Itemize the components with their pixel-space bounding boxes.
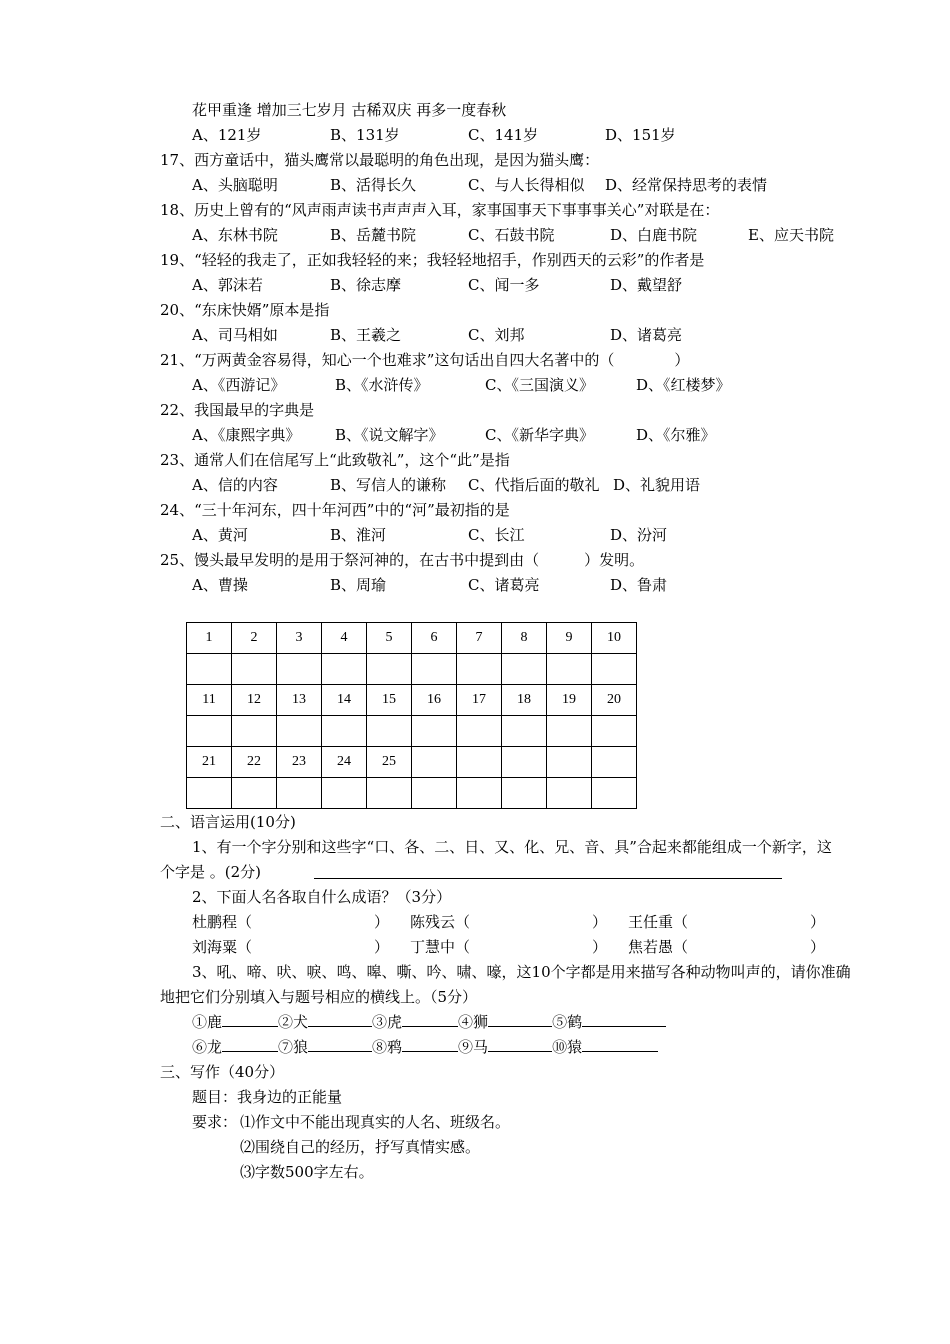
- grid-number: 18: [502, 685, 547, 716]
- question-stem: 25、馒头最早发明的是用于祭河神的，在古书中提到由（ ）发明。: [160, 551, 645, 569]
- q16-option-b: B、131岁: [330, 126, 400, 144]
- answer-cell[interactable]: [367, 716, 412, 747]
- close-paren: ）: [810, 938, 826, 956]
- animal-label: ⑩猿: [552, 1038, 583, 1056]
- grid-number: 8: [502, 623, 547, 654]
- name-item: 刘海粟（: [192, 938, 253, 956]
- grid-number: 23: [277, 747, 322, 778]
- grid-number: 1: [187, 623, 232, 654]
- animal-label: ⑨马: [458, 1038, 489, 1056]
- option: D、礼貌用语: [613, 476, 701, 494]
- answer-grid: [186, 622, 637, 809]
- question-stem: 22、我国最早的字典是: [160, 401, 315, 419]
- grid-number: 16: [412, 685, 457, 716]
- name-item: 杜鹏程（: [192, 913, 253, 931]
- grid-number: 4: [322, 623, 367, 654]
- answer-blank[interactable]: [582, 1037, 658, 1052]
- option: B、活得长久: [330, 176, 417, 194]
- option: A、东林书院: [192, 226, 278, 244]
- option: A、《康熙字典》: [192, 426, 301, 444]
- q16-option-a: A、121岁: [192, 126, 262, 144]
- grid-empty-cell: [412, 778, 457, 809]
- option: B、《说文解字》: [335, 426, 444, 444]
- answer-cell[interactable]: [547, 654, 592, 685]
- option: C、代指后面的敬礼: [468, 476, 600, 494]
- option: A、黄河: [192, 526, 248, 544]
- answer-cell[interactable]: [457, 716, 502, 747]
- grid-empty-cell: [547, 747, 592, 778]
- option: A、信的内容: [192, 476, 278, 494]
- grid-number: 11: [187, 685, 232, 716]
- section2-q2-stem: 2、下面人名各取自什么成语？（3分）: [192, 888, 452, 906]
- option: A、曹操: [192, 576, 248, 594]
- grid-number: 19: [547, 685, 592, 716]
- answer-blank[interactable]: [308, 1037, 372, 1052]
- grid-number: 10: [592, 623, 637, 654]
- option: C、刘邦: [468, 326, 525, 344]
- option: B、《水浒传》: [335, 376, 429, 394]
- grid-number: 15: [367, 685, 412, 716]
- grid-empty-cell: [457, 747, 502, 778]
- close-paren: ）: [592, 913, 608, 931]
- animal-label: ③虎: [372, 1013, 403, 1031]
- grid-number: 7: [457, 623, 502, 654]
- animal-label: ⑧鸦: [372, 1038, 403, 1056]
- option: A、《西游记》: [192, 376, 286, 394]
- grid-number: 22: [232, 747, 277, 778]
- name-item: 王任重（: [628, 913, 689, 931]
- close-paren: ）: [810, 913, 826, 931]
- grid-header-row: [187, 747, 637, 778]
- answer-blank[interactable]: [222, 1012, 278, 1027]
- answer-blank[interactable]: [402, 1037, 458, 1052]
- q16-poem: 花甲重逢 增加三七岁月 古稀双庆 再多一度春秋: [192, 101, 507, 119]
- answer-cell[interactable]: [412, 654, 457, 685]
- option: D、白鹿书院: [610, 226, 698, 244]
- option: C、《三国演义》: [485, 376, 594, 394]
- animal-label: ④狮: [458, 1013, 489, 1031]
- grid-empty-cell: [502, 778, 547, 809]
- answer-cell[interactable]: [547, 716, 592, 747]
- animal-label: ⑥龙: [192, 1038, 223, 1056]
- grid-number: 3: [277, 623, 322, 654]
- answer-cell[interactable]: [592, 654, 637, 685]
- essay-title: 题目：我身边的正能量: [192, 1088, 343, 1106]
- grid-header-row: [187, 623, 637, 654]
- answer-blank[interactable]: [314, 878, 782, 879]
- option: D、汾河: [610, 526, 668, 544]
- name-item: 丁慧中（: [410, 938, 471, 956]
- answer-cell[interactable]: [592, 716, 637, 747]
- answer-cell[interactable]: [232, 716, 277, 747]
- grid-number: 2: [232, 623, 277, 654]
- section2-q3-line1: 3、吼、啼、吠、唳、鸣、嗥、嘶、吟、啸、嚎，这10个字都是用来描写各种动物叫声的，请你准确: [192, 963, 851, 981]
- option: A、司马相如: [192, 326, 278, 344]
- question-stem: 21、“万两黄金容易得，知心一个也难求”这句话出自四大名著中的（ ）: [160, 351, 690, 369]
- grid-header-row: [187, 685, 637, 716]
- answer-cell[interactable]: [187, 654, 232, 685]
- question-stem: 19、“轻轻的我走了，正如我轻轻的来；我轻轻地招手，作别西天的云彩”的作者是: [160, 251, 705, 269]
- answer-cell[interactable]: [277, 716, 322, 747]
- answer-cell[interactable]: [502, 654, 547, 685]
- grid-answer-row: [187, 778, 637, 809]
- answer-cell[interactable]: [367, 654, 412, 685]
- grid-number: 5: [367, 623, 412, 654]
- answer-blank[interactable]: [582, 1012, 666, 1027]
- question-stem: 20、“东床快婿”原本是指: [160, 301, 330, 319]
- answer-blank[interactable]: [488, 1012, 552, 1027]
- section2-q1-line2: 个字是 。(2分): [160, 863, 262, 881]
- option: D、《红楼梦》: [636, 376, 731, 394]
- animal-label: ⑦狼: [278, 1038, 309, 1056]
- grid-number: 25: [367, 747, 412, 778]
- grid-empty-cell: [592, 778, 637, 809]
- animal-label: ①鹿: [192, 1013, 223, 1031]
- grid-number: 12: [232, 685, 277, 716]
- option: C、《新华字典》: [485, 426, 594, 444]
- section2-q1-line1: 1、有一个字分别和这些字“口、各、二、日、又、化、兄、音、具”合起来都能组成一个新字，这: [192, 838, 832, 856]
- grid-empty-cell: [502, 747, 547, 778]
- option: D、鲁肃: [610, 576, 668, 594]
- section-heading: 二、语言运用(10分): [160, 813, 296, 831]
- answer-cell[interactable]: [187, 778, 232, 809]
- option: A、头脑聪明: [192, 176, 278, 194]
- section-heading: 三、写作（40分）: [160, 1063, 285, 1081]
- option: A、郭沫若: [192, 276, 263, 294]
- requirement-item: ⑴作文中不能出现真实的人名、班级名。: [240, 1113, 511, 1131]
- option: D、戴望舒: [610, 276, 683, 294]
- option: C、石鼓书院: [468, 226, 555, 244]
- q16-option-d: D、151岁: [605, 126, 676, 144]
- grid-number: 20: [592, 685, 637, 716]
- answer-cell[interactable]: [232, 654, 277, 685]
- option: B、徐志摩: [330, 276, 402, 294]
- answer-cell[interactable]: [412, 716, 457, 747]
- option: B、王羲之: [330, 326, 402, 344]
- grid-answer-row: [187, 716, 637, 747]
- option: C、闻一多: [468, 276, 540, 294]
- section2-q3-line2: 地把它们分别填入与题号相应的横线上。（5分）: [160, 988, 478, 1006]
- answer-cell[interactable]: [457, 654, 502, 685]
- question-stem: 24、“三十年河东，四十年河西”中的“河”最初指的是: [160, 501, 510, 519]
- grid-empty-cell: [547, 778, 592, 809]
- grid-number: 24: [322, 747, 367, 778]
- option: B、淮河: [330, 526, 387, 544]
- answer-cell[interactable]: [277, 654, 322, 685]
- q16-option-c: C、141岁: [468, 126, 539, 144]
- option: C、长江: [468, 526, 525, 544]
- option: D、经常保持思考的表情: [605, 176, 768, 194]
- grid-number: 17: [457, 685, 502, 716]
- answer-cell[interactable]: [322, 654, 367, 685]
- option: C、诸葛亮: [468, 576, 540, 594]
- grid-answer-row: [187, 654, 637, 685]
- option: B、周瑜: [330, 576, 387, 594]
- answer-blank[interactable]: [308, 1012, 372, 1027]
- question-stem: 17、西方童话中，猫头鹰常以最聪明的角色出现，是因为猫头鹰：: [160, 151, 600, 169]
- requirements-label: 要求：: [192, 1113, 238, 1131]
- answer-blank[interactable]: [488, 1037, 552, 1052]
- answer-cell[interactable]: [232, 778, 277, 809]
- grid-number: 6: [412, 623, 457, 654]
- answer-cell[interactable]: [277, 778, 322, 809]
- question-stem: 18、历史上曾有的“风声雨声读书声声声入耳，家事国事天下事事事关心”对联是在：: [160, 201, 720, 219]
- option: B、岳麓书院: [330, 226, 417, 244]
- grid-number: 9: [547, 623, 592, 654]
- animal-label: ②犬: [278, 1013, 309, 1031]
- option: E、应天书院: [748, 226, 834, 244]
- option: D、诸葛亮: [610, 326, 683, 344]
- name-item: 焦若愚（: [628, 938, 689, 956]
- question-stem: 23、通常人们在信尾写上“此致敬礼”，这个“此”是指: [160, 451, 510, 469]
- name-item: 陈残云（: [410, 913, 471, 931]
- option: C、与人长得相似: [468, 176, 585, 194]
- animal-fill-row: [192, 1012, 666, 1032]
- grid-number: 14: [322, 685, 367, 716]
- answer-blank[interactable]: [222, 1037, 278, 1052]
- answer-cell[interactable]: [502, 716, 547, 747]
- grid-empty-cell: [592, 747, 637, 778]
- answer-cell[interactable]: [187, 716, 232, 747]
- option: B、写信人的谦称: [330, 476, 447, 494]
- grid-number: 13: [277, 685, 322, 716]
- close-paren: ）: [374, 938, 390, 956]
- option: D、《尔雅》: [636, 426, 716, 444]
- close-paren: ）: [592, 938, 608, 956]
- animal-label: ⑤鹤: [552, 1013, 583, 1031]
- grid-number: 21: [187, 747, 232, 778]
- requirement-item: ⑵围绕自己的经历，抒写真情实感。: [240, 1138, 481, 1156]
- close-paren: ）: [374, 913, 390, 931]
- requirement-item: ⑶字数500字左右。: [240, 1163, 374, 1181]
- grid-empty-cell: [412, 747, 457, 778]
- grid-empty-cell: [457, 778, 502, 809]
- answer-cell[interactable]: [367, 778, 412, 809]
- answer-blank[interactable]: [402, 1012, 458, 1027]
- answer-cell[interactable]: [322, 716, 367, 747]
- answer-cell[interactable]: [322, 778, 367, 809]
- animal-fill-row: [192, 1037, 658, 1057]
